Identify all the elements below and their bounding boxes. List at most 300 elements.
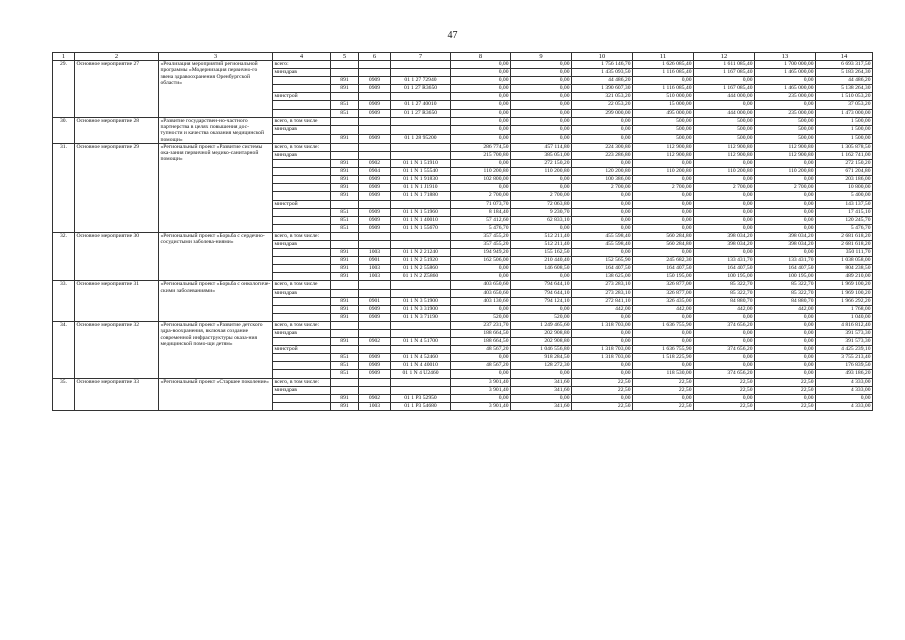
amount-cell: 403 650,60	[451, 289, 511, 297]
amount-cell: 0,00	[572, 117, 633, 126]
amount-cell: 560 284,80	[633, 240, 694, 248]
amount-cell: 326 877,00	[633, 281, 694, 289]
amount-cell: 37 053,20	[816, 101, 873, 109]
target-article-code	[391, 289, 451, 297]
grbs-code: 891	[331, 305, 359, 313]
target-article-code: 01 1 N 1 40010	[391, 216, 451, 224]
amount-cell: 22,50	[755, 402, 816, 410]
amount-cell: 15 000,00	[633, 101, 694, 109]
amount-cell: 385 051,00	[511, 151, 572, 159]
amount-cell: 1 116 085,40	[633, 69, 694, 77]
amount-cell: 0,00	[511, 85, 572, 93]
amount-cell: 374 656,20	[694, 370, 755, 378]
event-description: «Региональный проект «Борьба с сердечно-сосудистыми заболева-ниями»	[159, 232, 273, 281]
amount-cell: 3 901,40	[451, 402, 511, 410]
executor-cell: всего, в том числе	[273, 281, 331, 289]
amount-cell: 112 900,80	[694, 143, 755, 151]
section-code: 1003	[359, 265, 391, 273]
amount-cell: 235 000,00	[755, 109, 816, 117]
amount-cell: 44 486,20	[572, 77, 633, 85]
executor-cell	[273, 370, 331, 378]
amount-cell: 500,00	[694, 117, 755, 126]
amount-cell: 4 333,00	[816, 402, 873, 410]
amount-cell: 2 700,00	[451, 192, 511, 200]
amount-cell: 0,00	[451, 354, 511, 362]
section-code	[359, 151, 391, 159]
grbs-code: 891	[331, 313, 359, 321]
amount-cell: 0,00	[451, 305, 511, 313]
grbs-code	[331, 321, 359, 329]
amount-cell: 0,00	[511, 370, 572, 378]
executor-cell: минздрав	[273, 69, 331, 77]
amount-cell: 202 908,80	[511, 330, 572, 338]
amount-cell: 1 700 000,00	[755, 61, 816, 69]
target-article-code: 01 1 N 2 Z5860	[391, 273, 451, 281]
executor-cell: всего, в том числе:	[273, 378, 331, 386]
amount-cell: 0,00	[572, 192, 633, 200]
grbs-code: 891	[331, 160, 359, 168]
amount-cell: 194 949,20	[451, 249, 511, 257]
target-article-code	[391, 117, 451, 126]
amount-cell: 0,00	[511, 101, 572, 109]
executor-cell: минстрой	[273, 346, 331, 354]
grbs-code: 891	[331, 402, 359, 410]
amount-cell: 398 034,20	[755, 232, 816, 240]
amount-cell: 110 200,80	[633, 168, 694, 176]
target-article-code: 01 1 N 4 U2460	[391, 370, 451, 378]
amount-cell: 0,00	[572, 126, 633, 135]
amount-cell: 0,00	[633, 176, 694, 184]
amount-cell: 1 966 292,20	[816, 297, 873, 305]
amount-cell: 22,50	[694, 402, 755, 410]
section-code: 0909	[359, 224, 391, 232]
event-name: Основное мероприятие 28	[75, 117, 159, 143]
amount-cell: 0,00	[755, 160, 816, 168]
column-number: 10	[572, 53, 633, 61]
grbs-code: 891	[331, 297, 359, 305]
amount-cell: 444 000,00	[694, 93, 755, 101]
grbs-code: 891	[331, 265, 359, 273]
amount-cell: 188 664,50	[451, 330, 511, 338]
section-code: 0902	[359, 160, 391, 168]
amount-cell: 500,00	[633, 126, 694, 135]
executor-cell	[273, 216, 331, 224]
amount-cell: 0,00	[451, 77, 511, 85]
grbs-code: 891	[331, 273, 359, 281]
target-article-code	[391, 143, 451, 151]
amount-cell: 500,00	[694, 126, 755, 135]
amount-cell: 0,00	[755, 330, 816, 338]
target-article-code	[391, 330, 451, 338]
amount-cell: 0,00	[572, 362, 633, 370]
amount-cell: 341,60	[511, 386, 572, 394]
grbs-code: 891	[331, 257, 359, 265]
target-article-code: 01 1 N 3 31900	[391, 305, 451, 313]
amount-cell: 71 073,70	[451, 200, 511, 208]
executor-cell	[273, 257, 331, 265]
amount-cell: 0,00	[511, 176, 572, 184]
amount-cell: 17 415,10	[816, 208, 873, 216]
row-number: 33.	[53, 281, 75, 321]
amount-cell: 495 000,00	[633, 109, 694, 117]
amount-cell: 272 150,20	[816, 160, 873, 168]
executor-cell	[273, 394, 331, 402]
column-number: 2	[75, 53, 159, 61]
amount-cell: 0,00	[633, 224, 694, 232]
amount-cell: 357 455,20	[451, 240, 511, 248]
column-number: 4	[273, 53, 331, 61]
event-name: Основное мероприятие 29	[75, 143, 159, 232]
section-code	[359, 69, 391, 77]
target-article-code: 01 1 28 95200	[391, 135, 451, 144]
section-code	[359, 289, 391, 297]
amount-cell: 0,00	[572, 330, 633, 338]
amount-cell: 0,00	[694, 160, 755, 168]
executor-cell: минстрой	[273, 93, 331, 101]
amount-cell: 0,00	[511, 184, 572, 192]
amount-cell: 0,00	[755, 321, 816, 329]
target-article-code: 01 1 27 R3650	[391, 109, 451, 117]
section-code: 1003	[359, 402, 391, 410]
amount-cell: 2 700,00	[572, 184, 633, 192]
amount-cell: 272 150,20	[511, 160, 572, 168]
grbs-code: 891	[331, 394, 359, 402]
amount-cell: 22,50	[572, 402, 633, 410]
section-code	[359, 61, 391, 69]
row-number: 29.	[53, 61, 75, 118]
amount-cell: 1 465 000,00	[755, 69, 816, 77]
grbs-code	[331, 117, 359, 126]
amount-cell: 1 636 755,90	[633, 346, 694, 354]
executor-cell	[273, 184, 331, 192]
event-description: «Развитие государствен-но-частного партнерства в целях повышения дос-тупности и качества оказания медицинской помощи»	[159, 117, 273, 143]
amount-cell: 0,00	[511, 61, 572, 69]
amount-cell: 0,00	[755, 346, 816, 354]
amount-cell: 273 283,10	[572, 281, 633, 289]
amount-cell: 374 656,20	[694, 346, 755, 354]
grbs-code	[331, 289, 359, 297]
table-row	[53, 232, 873, 240]
amount-cell: 203 186,00	[816, 176, 873, 184]
grbs-code: 891	[331, 85, 359, 93]
executor-cell	[273, 77, 331, 85]
amount-cell: 0,00	[694, 313, 755, 321]
amount-cell: 341,60	[511, 402, 572, 410]
target-article-code: 01 1 N 4 51700	[391, 338, 451, 346]
amount-cell: 0,00	[755, 370, 816, 378]
executor-cell	[273, 168, 331, 176]
amount-cell: 84 880,70	[694, 297, 755, 305]
amount-cell: 0,00	[451, 273, 511, 281]
row-number: 35.	[53, 378, 75, 410]
amount-cell: 112 900,80	[633, 143, 694, 151]
amount-cell: 0,00	[451, 265, 511, 273]
grbs-code: 851	[331, 216, 359, 224]
target-article-code	[391, 281, 451, 289]
section-code	[359, 200, 391, 208]
amount-cell: 0,00	[633, 338, 694, 346]
amount-cell: 273 283,10	[572, 289, 633, 297]
amount-cell: 442,00	[572, 305, 633, 313]
amount-cell: 22,50	[633, 386, 694, 394]
amount-cell: 0,00	[451, 69, 511, 77]
amount-cell: 164 407,50	[633, 265, 694, 273]
amount-cell: 0,00	[451, 109, 511, 117]
amount-cell: 85 322,70	[694, 289, 755, 297]
target-article-code: 01 1 N 1 55670	[391, 224, 451, 232]
amount-cell: 0,00	[755, 224, 816, 232]
target-article-code: 01 1 N 4 40010	[391, 362, 451, 370]
amount-cell: 0,00	[451, 61, 511, 69]
column-number: 5	[331, 53, 359, 61]
amount-cell: 0,00	[572, 200, 633, 208]
amount-cell: 0,00	[755, 101, 816, 109]
amount-cell: 1 465 000,00	[755, 85, 816, 93]
amount-cell: 133 431,70	[755, 257, 816, 265]
executor-cell: минздрав	[273, 386, 331, 394]
amount-cell: 1 969 100,20	[816, 289, 873, 297]
grbs-code	[331, 386, 359, 394]
amount-cell: 0,00	[633, 192, 694, 200]
event-description: «Региональный проект «Развитие системы ока-зания первичной медико-санитарной помощи»	[159, 143, 273, 232]
target-article-code	[391, 61, 451, 69]
amount-cell: 500,00	[633, 135, 694, 144]
amount-cell: 102 800,00	[451, 176, 511, 184]
amount-cell: 164 407,50	[694, 265, 755, 273]
target-article-code: 01 1 N 3 51900	[391, 297, 451, 305]
section-code: 0909	[359, 354, 391, 362]
grbs-code	[331, 378, 359, 386]
amount-cell: 0,00	[633, 249, 694, 257]
grbs-code: 851	[331, 109, 359, 117]
grbs-code: 851	[331, 362, 359, 370]
amount-cell: 0,00	[572, 394, 633, 402]
table-row	[53, 117, 873, 126]
section-code	[359, 386, 391, 394]
amount-cell: 0,00	[694, 224, 755, 232]
section-code	[359, 126, 391, 135]
amount-cell: 0,00	[572, 135, 633, 144]
section-code: 0902	[359, 338, 391, 346]
section-code: 0909	[359, 216, 391, 224]
amount-cell: 4 333,00	[816, 386, 873, 394]
grbs-code	[331, 346, 359, 354]
section-code: 0902	[359, 394, 391, 402]
amount-cell: 1 473 000,00	[816, 109, 873, 117]
amount-cell: 0,00	[755, 77, 816, 85]
grbs-code	[331, 143, 359, 151]
table-row	[53, 281, 873, 289]
amount-cell: 493 186,20	[816, 370, 873, 378]
executor-cell	[273, 313, 331, 321]
amount-cell: 0,00	[572, 224, 633, 232]
amount-cell: 150 195,00	[633, 273, 694, 281]
amount-cell: 398 034,20	[755, 240, 816, 248]
target-article-code: 01 1 27 40010	[391, 101, 451, 109]
event-description: «Реализация мероприятий региональной программы «Модернизация первично-го звена здравоохранения Оренбургской области»	[159, 61, 273, 118]
amount-cell: 444 000,00	[694, 109, 755, 117]
amount-cell: 2 700,00	[511, 192, 572, 200]
amount-cell: 0,00	[694, 176, 755, 184]
amount-cell: 0,00	[755, 249, 816, 257]
amount-cell: 403 650,60	[451, 281, 511, 289]
executor-cell	[273, 192, 331, 200]
executor-cell: всего, в том числе:	[273, 143, 331, 151]
grbs-code: 891	[331, 184, 359, 192]
amount-cell: 84 880,70	[755, 297, 816, 305]
target-article-code: 01 1 N 1 51960	[391, 208, 451, 216]
amount-cell: 0,00	[755, 394, 816, 402]
amount-cell: 85 322,70	[755, 289, 816, 297]
amount-cell: 22,50	[572, 386, 633, 394]
section-code: 0909	[359, 313, 391, 321]
amount-cell: 202 908,80	[511, 338, 572, 346]
section-code: 0909	[359, 305, 391, 313]
target-article-code	[391, 240, 451, 248]
amount-cell: 500,00	[633, 117, 694, 126]
amount-cell: 110 200,80	[755, 168, 816, 176]
grbs-code: 851	[331, 208, 359, 216]
amount-cell: 0,00	[511, 69, 572, 77]
amount-cell: 442,00	[755, 305, 816, 313]
amount-cell: 10 800,00	[816, 184, 873, 192]
amount-cell: 500,00	[694, 135, 755, 144]
amount-cell: 0,00	[572, 313, 633, 321]
amount-cell: 223 286,80	[572, 151, 633, 159]
amount-cell: 44 486,20	[816, 77, 873, 85]
amount-cell: 0,00	[755, 192, 816, 200]
grbs-code: 891	[331, 249, 359, 257]
event-description: «Региональный проект «Развитие детского здра-воохранения, включая создание современной инфраструктуры оказа-ния медицинской помо-щи детям»	[159, 321, 273, 378]
amount-cell: 3 901,40	[451, 386, 511, 394]
amount-cell: 3 901,40	[451, 378, 511, 386]
executor-cell	[273, 305, 331, 313]
grbs-code	[331, 281, 359, 289]
section-code	[359, 232, 391, 240]
amount-cell: 510 000,00	[633, 93, 694, 101]
amount-cell: 1 038 058,00	[816, 257, 873, 265]
section-code	[359, 330, 391, 338]
event-name: Основное мероприятие 32	[75, 321, 159, 378]
amount-cell: 0,00	[451, 101, 511, 109]
amount-cell: 164 407,50	[755, 265, 816, 273]
amount-cell: 6 693 317,50	[816, 61, 873, 69]
amount-cell: 0,00	[572, 338, 633, 346]
amount-cell: 1 500,00	[816, 117, 873, 126]
target-article-code: 01 1 N 1 55540	[391, 168, 451, 176]
amount-cell: 237 231,70	[451, 321, 511, 329]
amount-cell: 0,00	[451, 85, 511, 93]
grbs-code	[331, 126, 359, 135]
event-description: «Региональный проект «Борьба с онкологиче-скими заболеваниями»	[159, 281, 273, 321]
section-code	[359, 93, 391, 101]
amount-cell: 118 530,00	[633, 370, 694, 378]
amount-cell: 143 137,50	[816, 200, 873, 208]
amount-cell: 48 567,20	[451, 362, 511, 370]
amount-cell: 120 200,80	[572, 168, 633, 176]
section-code	[359, 143, 391, 151]
amount-cell: 0,00	[572, 370, 633, 378]
grbs-code	[331, 69, 359, 77]
column-number: 6	[359, 53, 391, 61]
amount-cell: 235 000,00	[755, 93, 816, 101]
amount-cell: 794 644,10	[511, 281, 572, 289]
section-code: 0904	[359, 168, 391, 176]
amount-cell: 0,00	[511, 93, 572, 101]
column-number: 11	[633, 53, 694, 61]
amount-cell: 0,00	[451, 184, 511, 192]
amount-cell: 520,00	[511, 313, 572, 321]
section-code: 0901	[359, 297, 391, 305]
amount-cell: 215 700,80	[451, 151, 511, 159]
column-number: 14	[816, 53, 873, 61]
amount-cell: 0,00	[633, 330, 694, 338]
amount-cell: 500,00	[755, 135, 816, 144]
amount-cell: 0,00	[694, 216, 755, 224]
executor-cell: всего, в том числе:	[273, 321, 331, 329]
amount-cell: 22,50	[694, 378, 755, 386]
section-code: 0909	[359, 109, 391, 117]
section-code	[359, 281, 391, 289]
amount-cell: 512 211,40	[511, 232, 572, 240]
executor-cell	[273, 101, 331, 109]
amount-cell: 0,00	[451, 160, 511, 168]
amount-cell: 72 063,80	[511, 200, 572, 208]
amount-cell: 85 322,70	[755, 281, 816, 289]
column-number: 8	[451, 53, 511, 61]
executor-cell	[273, 85, 331, 93]
amount-cell: 128 272,30	[511, 362, 572, 370]
amount-cell: 1 636 755,90	[633, 321, 694, 329]
column-number: 1	[53, 53, 75, 61]
page-number: 47	[447, 30, 458, 41]
section-code: 0909	[359, 176, 391, 184]
amount-cell: 455 598,40	[572, 232, 633, 240]
grbs-code: 891	[331, 77, 359, 85]
target-article-code: 01 1 N 4 52460	[391, 354, 451, 362]
amount-cell: 110 200,80	[511, 168, 572, 176]
amount-cell: 1 167 085,40	[694, 85, 755, 93]
amount-cell: 1 435 093,50	[572, 69, 633, 77]
target-article-code: 01 1 27 R3650	[391, 85, 451, 93]
section-code: 0909	[359, 184, 391, 192]
amount-cell: 0,00	[755, 362, 816, 370]
amount-cell: 85 322,70	[694, 281, 755, 289]
row-number: 32.	[53, 232, 75, 281]
grbs-code: 891	[331, 176, 359, 184]
target-article-code	[391, 200, 451, 208]
amount-cell: 286 774,50	[451, 143, 511, 151]
executor-cell: минздрав	[273, 289, 331, 297]
amount-cell: 0,00	[511, 117, 572, 126]
executor-cell: минздрав	[273, 151, 331, 159]
amount-cell: 3 755 213,40	[816, 354, 873, 362]
amount-cell: 0,00	[511, 77, 572, 85]
amount-cell: 391 573,30	[816, 330, 873, 338]
executor-cell: минстрой	[273, 200, 331, 208]
section-code	[359, 240, 391, 248]
grbs-code	[331, 200, 359, 208]
amount-cell: 0,00	[511, 394, 572, 402]
amount-cell: 794 644,10	[511, 289, 572, 297]
executor-cell	[273, 208, 331, 216]
target-article-code: 01 1 N 1 51910	[391, 160, 451, 168]
amount-cell: 224 300,80	[572, 143, 633, 151]
amount-cell: 0,00	[755, 216, 816, 224]
amount-cell: 176 839,50	[816, 362, 873, 370]
row-number: 34.	[53, 321, 75, 378]
amount-cell: 299 000,00	[572, 109, 633, 117]
